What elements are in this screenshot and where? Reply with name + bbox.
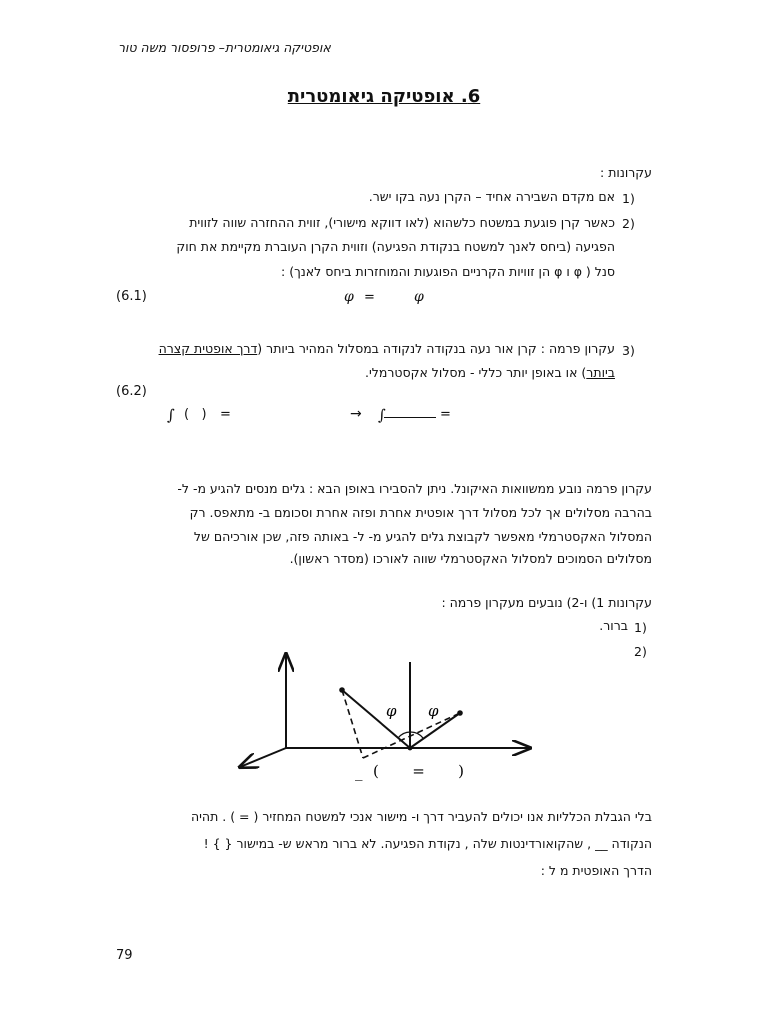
item-number: 2) [634,644,647,659]
principle-3-line [115,336,615,361]
item-number: 1) [634,620,647,635]
fraction-bar [384,417,436,418]
running-header: אופטיקה גיאומטרית– פרופסור משה טור [118,40,331,55]
incident-ray [342,690,410,748]
source-point [339,687,345,693]
equation-symbol: φ [344,289,354,305]
item-number: 2) [622,216,635,231]
fermat-line: עקרון פרמה נובע ממשוואות האיקונל. ניתן להסבירו באופן הבא : גלים מנסים להגיע מ- ל- [177,481,652,496]
derivation-line: בלי הגבלת הכלליות אנו יכולים להעביר דרך ו- מישור אנכי למשטח המחזיר ( = ) . תהיה [190,809,652,824]
equation-symbol: = [364,290,375,305]
derivation-line: הנקודה __ , שהקואורדינטות שלה , נקודת הפגיעה. לא ברור מראש ש- במישור { } ! [203,836,652,851]
arrow-symbol: → [350,406,362,422]
incidence-point [408,746,413,751]
chapter-title: 6. אופטיקה גיאומטרית [287,86,481,107]
equation-number: (6.1) [116,289,147,304]
equation-symbol: ( ) [184,407,207,422]
integral-symbol: ∫ [167,406,175,424]
equation-symbol: = [440,407,451,422]
derivation-item-text: ברור. [599,618,628,633]
phi-reflected-label: φ [428,702,439,720]
item-number: 1) [622,191,635,206]
integral-symbol: ∫ [378,406,386,424]
equation-symbol: φ [414,289,424,305]
derivation-heading: עקרונות 1) ו-2) נובעים מעקרון פרמה : [441,595,652,610]
principle-3-text: עקרון פרמה : קרן אור נעה בנקודה לנקודה במסלול המהיר ביותר ( [257,341,615,356]
principle-3-text: ) או באופן יותר כללי - מסלול אקסטרמלי. [364,365,587,380]
principle-2-line: כאשר קרן פוגעת במשטח כלשהוא (לאו דווקא מישורי), זווית ההחזרה שווה לזווית [189,215,615,230]
principle-2-line: הפגיעה (ביחס לאנך למשטח בנקודת הפגיעה) וזווית הקרן העוברת מקיימת את חוק [176,239,615,254]
principles-heading: עקרונות : [600,165,652,180]
equation-number: (6.2) [116,384,147,399]
item-number: 3) [622,343,635,358]
optical-path-term: דרך אופטית קצרה [158,341,258,356]
page-number: 79 [116,948,133,963]
principle-1-text: אם מקדם השבירה אחיד – הקרן נעה בקו ישר. [368,189,615,204]
depth-axis [240,748,286,767]
figure-bottom-label: ( = ) [373,762,465,780]
equation-symbol: = [220,407,231,422]
phi-incident-label: φ [386,702,397,720]
principle-3-line [115,360,615,385]
fermat-line: המסלול האקסטרמלי מאפשר לקבוצת גלים להגיע מ- ל- באותה פזה, שכן אורכיהם של [193,529,652,544]
fermat-line: מסלולים הסמוכים למסלול האקסטרמלי שווה לאורכו (מסדר ראשון). [289,551,652,566]
reflection-diagram [230,640,550,790]
principle-2-line: סנל ( φ ו φ הן זוויות הקרניים הפוגעות והמוחזרות ביחס לאנך) : [281,264,615,279]
figure-underscore: _ [355,763,363,781]
fermat-line: בהרבה מסלולים אך לכל מסלול דרך אופטית אחרת ופזה אחרת וסכומם ב- מתאפס. רק [189,505,652,520]
target-point [457,710,463,716]
derivation-line: הדרך האופטית מ ל : [540,863,652,878]
optical-path-term: ביותר [586,365,615,380]
